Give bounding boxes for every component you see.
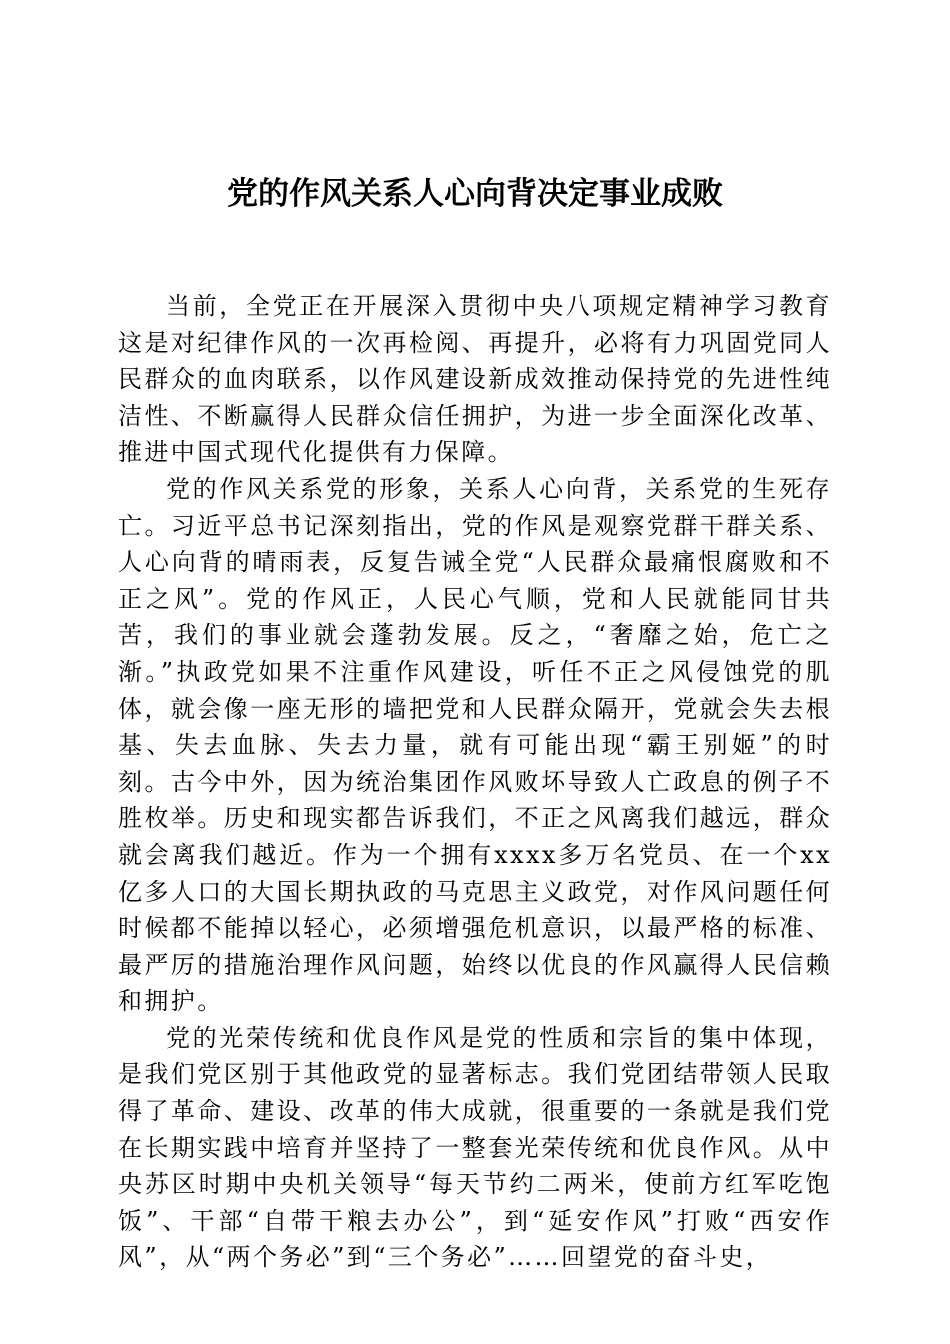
paragraph-1: 当前，全党正在开展深入贯彻中央八项规定精神学习教育这是对纪律作风的一次再检阅、再提升，必将有力巩固党同人民群众的血肉联系，以作风建设新成效推动保持党的先进性纯洁性、不断赢得人民群众信任拥护，为进一步全面深化改革、推进中国式现代化提供有力保障。 <box>118 292 832 467</box>
document-body <box>118 288 832 1276</box>
paragraph-3: 党的光荣传统和优良作风是党的性质和宗旨的集中体现，是我们党区别于其他政党的显著标志。我们党团结带领人民取得了革命、建设、改革的伟大成就，很重要的一条就是我们党在长期实践中培育并坚持了一整套光荣传统和优良作风。从中央苏区时期中央机关领导“每天节约二两米，使前方红军吃饱饭”、干部“自带干粮去办公”，到“延安作风”打败“西安作风”，从“两个务必”到“三个务必”……回望党的奋斗史， <box>118 1023 832 1272</box>
document-title: 党的作风关系人心向背决定事业成败 <box>227 176 723 212</box>
paragraph-2: 党的作风关系党的形象，关系人心向背，关系党的生死存亡。习近平总书记深刻指出，党的作风是观察党群干群关系、人心向背的晴雨表，反复告诫全党“人民群众最痛恨腐败和不正之风”。党的作风正，人民心气顺，党和人民就能同甘共苦，我们的事业就会蓬勃发展。反之，“奢靡之始，危亡之渐。”执政党如果不注重作风建设，听任不正之风侵蚀党的肌体，就会像一座无形的墙把党和人民群众隔开，党就会失去根基、失去血脉、失去力量，就有可能出现“霸王别姬”的时刻。古今中外，因为统治集团作风败坏导致人亡政息的例子不胜枚举。历史和现实都告诉我们，不正之风离我们越远，群众就会离我们越近。作为一个拥有xxxx多万名党员、在一个xx亿多人口的大国长期执政的马克思主义政党，对作风问题任何时候都不能掉以轻心，必须增强危机意识，以最严格的标准、最严厉的措施治理作风问题，始终以优良的作风赢得人民信赖和拥护。 <box>118 474 832 1016</box>
